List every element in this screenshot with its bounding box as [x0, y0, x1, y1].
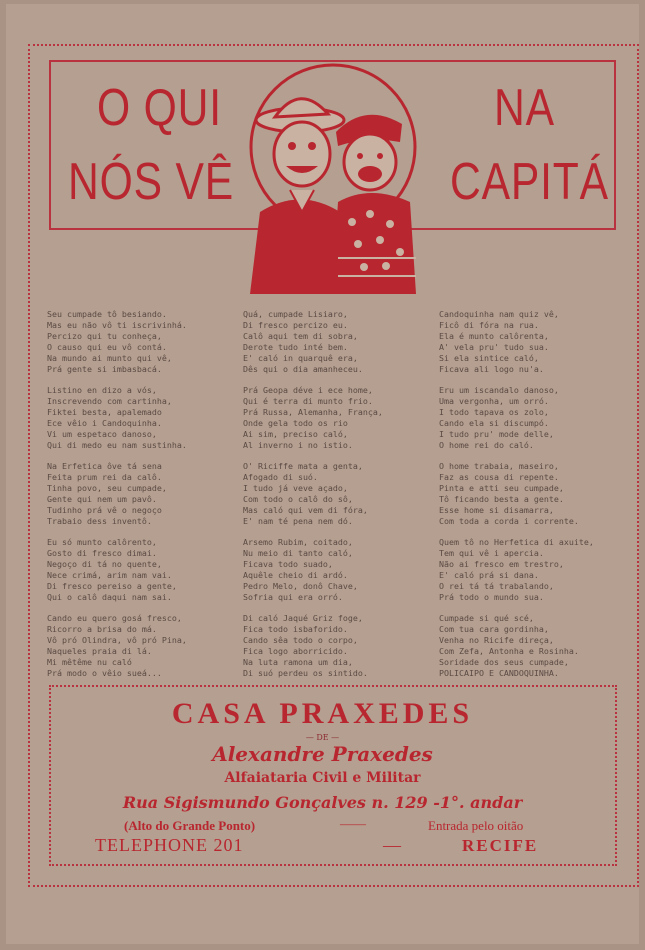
verse-line: Faz as cousa di repente. [439, 472, 559, 482]
stanza [243, 537, 433, 603]
verse-line: Naqueles praia di lá. [47, 646, 152, 656]
verse-line: Ela é munto calôrenta, [439, 331, 549, 341]
ad-city: RECIFE [462, 836, 539, 855]
stanza [439, 613, 629, 679]
verse-line: E' caló in quarquê era, [243, 353, 358, 363]
verse-line: Sofria qui era orró. [243, 592, 343, 602]
verse-line: Pedro Melo, donô Chave, [243, 581, 358, 591]
verse-line: Derote tudo inté bem. [243, 342, 348, 352]
verse-line: E' nam té pena nem dó. [243, 516, 353, 526]
stanza [243, 461, 433, 527]
verse-line: Gente qui nem um pavô. [47, 494, 157, 504]
stanza [243, 309, 433, 375]
verse-line: Prá todo o mundo sua. [439, 592, 544, 602]
title-right-line1: NA [494, 79, 555, 137]
verse-line: Ai sim, preciso caló, [243, 429, 348, 439]
verse-line: Di caló Jaqué Griz foge, [243, 613, 363, 623]
stanza [439, 385, 629, 451]
verse-line: Não ai fresco em trestro, [439, 559, 564, 569]
verse-line: Prá gente si imbasbacá. [47, 364, 162, 374]
verse-line: Com toda a corda i corrente. [439, 516, 579, 526]
verse-line: Afogado di suó. [243, 472, 318, 482]
verse-line: Ece vêio i Candoquinha. [47, 418, 162, 428]
verse-line: O home rei do caló. [439, 440, 534, 450]
verse-line: Di fresco pereiso a gente, [47, 581, 177, 591]
title-left-line2: NÓS VÊ [68, 153, 235, 211]
verse-line: Al inverno i no istio. [243, 440, 353, 450]
stanza [243, 385, 433, 451]
verse-line: Onde gela todo os rio [243, 418, 348, 428]
verse-line: Mi mêtême nu caló [47, 657, 132, 667]
verse-line: Esse home si disamarra, [439, 505, 554, 515]
verse-line: Inscrevendo com cartinha, [47, 396, 172, 406]
verse-line: Listino en dizo a vós, [47, 385, 157, 395]
verse-line: Ricorro a brisa do má. [47, 624, 157, 634]
verse-line: Mas eu não vô ti iscrivinhá. [47, 320, 187, 330]
verse-line: I todo tapava os zolo, [439, 407, 549, 417]
poem-column-1 [47, 309, 237, 689]
verse-line: Seu cumpade tô besiando. [47, 309, 167, 319]
verse-line: Trabaio dess inventô. [47, 516, 152, 526]
verse-line: Com todo o calô do sô, [243, 494, 353, 504]
stanza [47, 385, 237, 451]
verse-line: Vô pró Olindra, vô pró Pina, [47, 635, 187, 645]
ad-entrance: Entrada pelo oitão [428, 818, 524, 833]
verse-line: Qui é terra di munto frio. [243, 396, 373, 406]
verse-line: O rei tá tá trabalando, [439, 581, 554, 591]
verse-line: Fiktei besta, apalemado [47, 407, 162, 417]
verse-line: O home trabaia, maseiro, [439, 461, 559, 471]
verse-line: Nu meio di tanto caló, [243, 548, 353, 558]
verse-line: O' Riciffe mata a genta, [243, 461, 363, 471]
verse-line: Percizo qui tu conheça, [47, 331, 162, 341]
verse-line: Fica logo aborricido. [243, 646, 348, 656]
verse-line: Tô ficando besta a gente. [439, 494, 564, 504]
verse-line: Quem tô no Herfetica di axuite, [439, 537, 594, 547]
verse-line: I tudo já veve açado, [243, 483, 348, 493]
verse-line: Di fresco percizo eu. [243, 320, 348, 330]
verse-line: Tinha povo, seu cumpade, [47, 483, 167, 493]
verse-line: Tudinho prá vê o negoço [47, 505, 162, 515]
verse-line: Ficava ali logo nu'a. [439, 364, 544, 374]
verse-line: Prá Russa, Alemanha, França, [243, 407, 383, 417]
verse-line: Negoço di tá no quente, [47, 559, 162, 569]
verse-line: Soridade dos seus cumpade, [439, 657, 569, 667]
verse-line: Fica todo isbaforido. [243, 624, 348, 634]
verse-line: Candoquinha nam quiz vê, [439, 309, 559, 319]
verse-line: Eu só munto calôrento, [47, 537, 157, 547]
verse-line: Nece crimá, arim nam vai. [47, 570, 172, 580]
verse-line: A' vela pru' tudo sua. [439, 342, 549, 352]
verse-line: Si ela sintice caló, [439, 353, 539, 363]
verse-line: E' caló prá si dana. [439, 570, 539, 580]
verse-line: Cando sêa todo o corpo, [243, 635, 358, 645]
verse-line: Dês qui o dia amanheceu. [243, 364, 363, 374]
verse-line: Qui o calô daqui nam sai. [47, 592, 172, 602]
ad-business-type: Alfaiataria Civil e Militar [224, 770, 421, 786]
verse-line: Di suó perdeu os sintido. [243, 668, 368, 678]
verse-line: Cumpade si qué scé, [439, 613, 534, 623]
verse-line: Qui di medo eu nam sustinha. [47, 440, 187, 450]
verse-line: Tem qui vê i apercia. [439, 548, 544, 558]
stanza [439, 309, 629, 375]
verse-line: I tudo pru' mode delle, [439, 429, 554, 439]
stanza [47, 461, 237, 527]
title-left-line1: O QUI [97, 79, 222, 137]
verse-line: Arsemo Rubim, coitado, [243, 537, 353, 547]
verse-line: Prá Geopa déve i ece home, [243, 385, 373, 395]
stanza [439, 537, 629, 603]
verse-line: Cando eu quero gosá fresco, [47, 613, 182, 623]
ad-dash-2: — [383, 835, 401, 855]
title-right-line2: CAPITÁ [450, 153, 609, 211]
verse-line: Eru um iscandalo danoso, [439, 385, 559, 395]
verse-line: Venha no Ricife direça, [439, 635, 554, 645]
verse-line: Ficô di fóra na rua. [439, 320, 539, 330]
verse-line: Prá modo o vêio sueá... [47, 668, 162, 678]
poem-column-2 [243, 309, 433, 689]
verse-line: Com Zefa, Antonha e Rosinha. [439, 646, 579, 656]
verse-line: Na Erfetica ôve tá sena [47, 461, 162, 471]
ad-dash: —— [340, 816, 366, 831]
ad-title: CASA PRAXEDES [171, 697, 474, 730]
poem-column-3 [439, 309, 629, 689]
verse-line: Cando ela si discumpó. [439, 418, 549, 428]
verse-line: Com tua cara gordinha, [439, 624, 549, 634]
verse-line: Gosto di fresco dimai. [47, 548, 157, 558]
verse-line: Vi um espetaco danoso, [47, 429, 157, 439]
verse-line: Calô aqui tem di sobra, [243, 331, 358, 341]
verse-line: POLICAIPO E CANDOQUINHA. [439, 668, 559, 678]
verse-line: Na luta ramona um dia, [243, 657, 353, 667]
ad-owner-name: Alexandre Praxedes [212, 742, 433, 766]
verse-line: Feita prum rei da calô. [47, 472, 162, 482]
stanza [47, 537, 237, 603]
verse-line: Na mundo ai munto qui vê, [47, 353, 172, 363]
ad-landmark: (Alto do Grande Ponto) [124, 818, 256, 833]
caricature-illustration [240, 62, 426, 294]
verse-line: Mas caló qui vem di fóra, [243, 505, 368, 515]
verse-line: O causo qui eu vô contá. [47, 342, 167, 352]
stanza [47, 309, 237, 375]
ad-address: Rua Sigismundo Gonçalves n. 129 -1°. andar [122, 793, 523, 812]
verse-line: Aquêle cheio di ardó. [243, 570, 348, 580]
ad-phone: TELEPHONE 201 [95, 835, 244, 855]
verse-line: Uma vergonha, um orró. [439, 396, 549, 406]
ad-de: — DE — [305, 733, 340, 742]
stanza [439, 461, 629, 527]
verse-line: Pinta e atti seu cumpade, [439, 483, 564, 493]
verse-line: Quá, cumpade Lisiaro, [243, 309, 348, 319]
stanza [47, 613, 237, 679]
stanza [243, 613, 433, 679]
verse-line: Ficava todo suado, [243, 559, 333, 569]
